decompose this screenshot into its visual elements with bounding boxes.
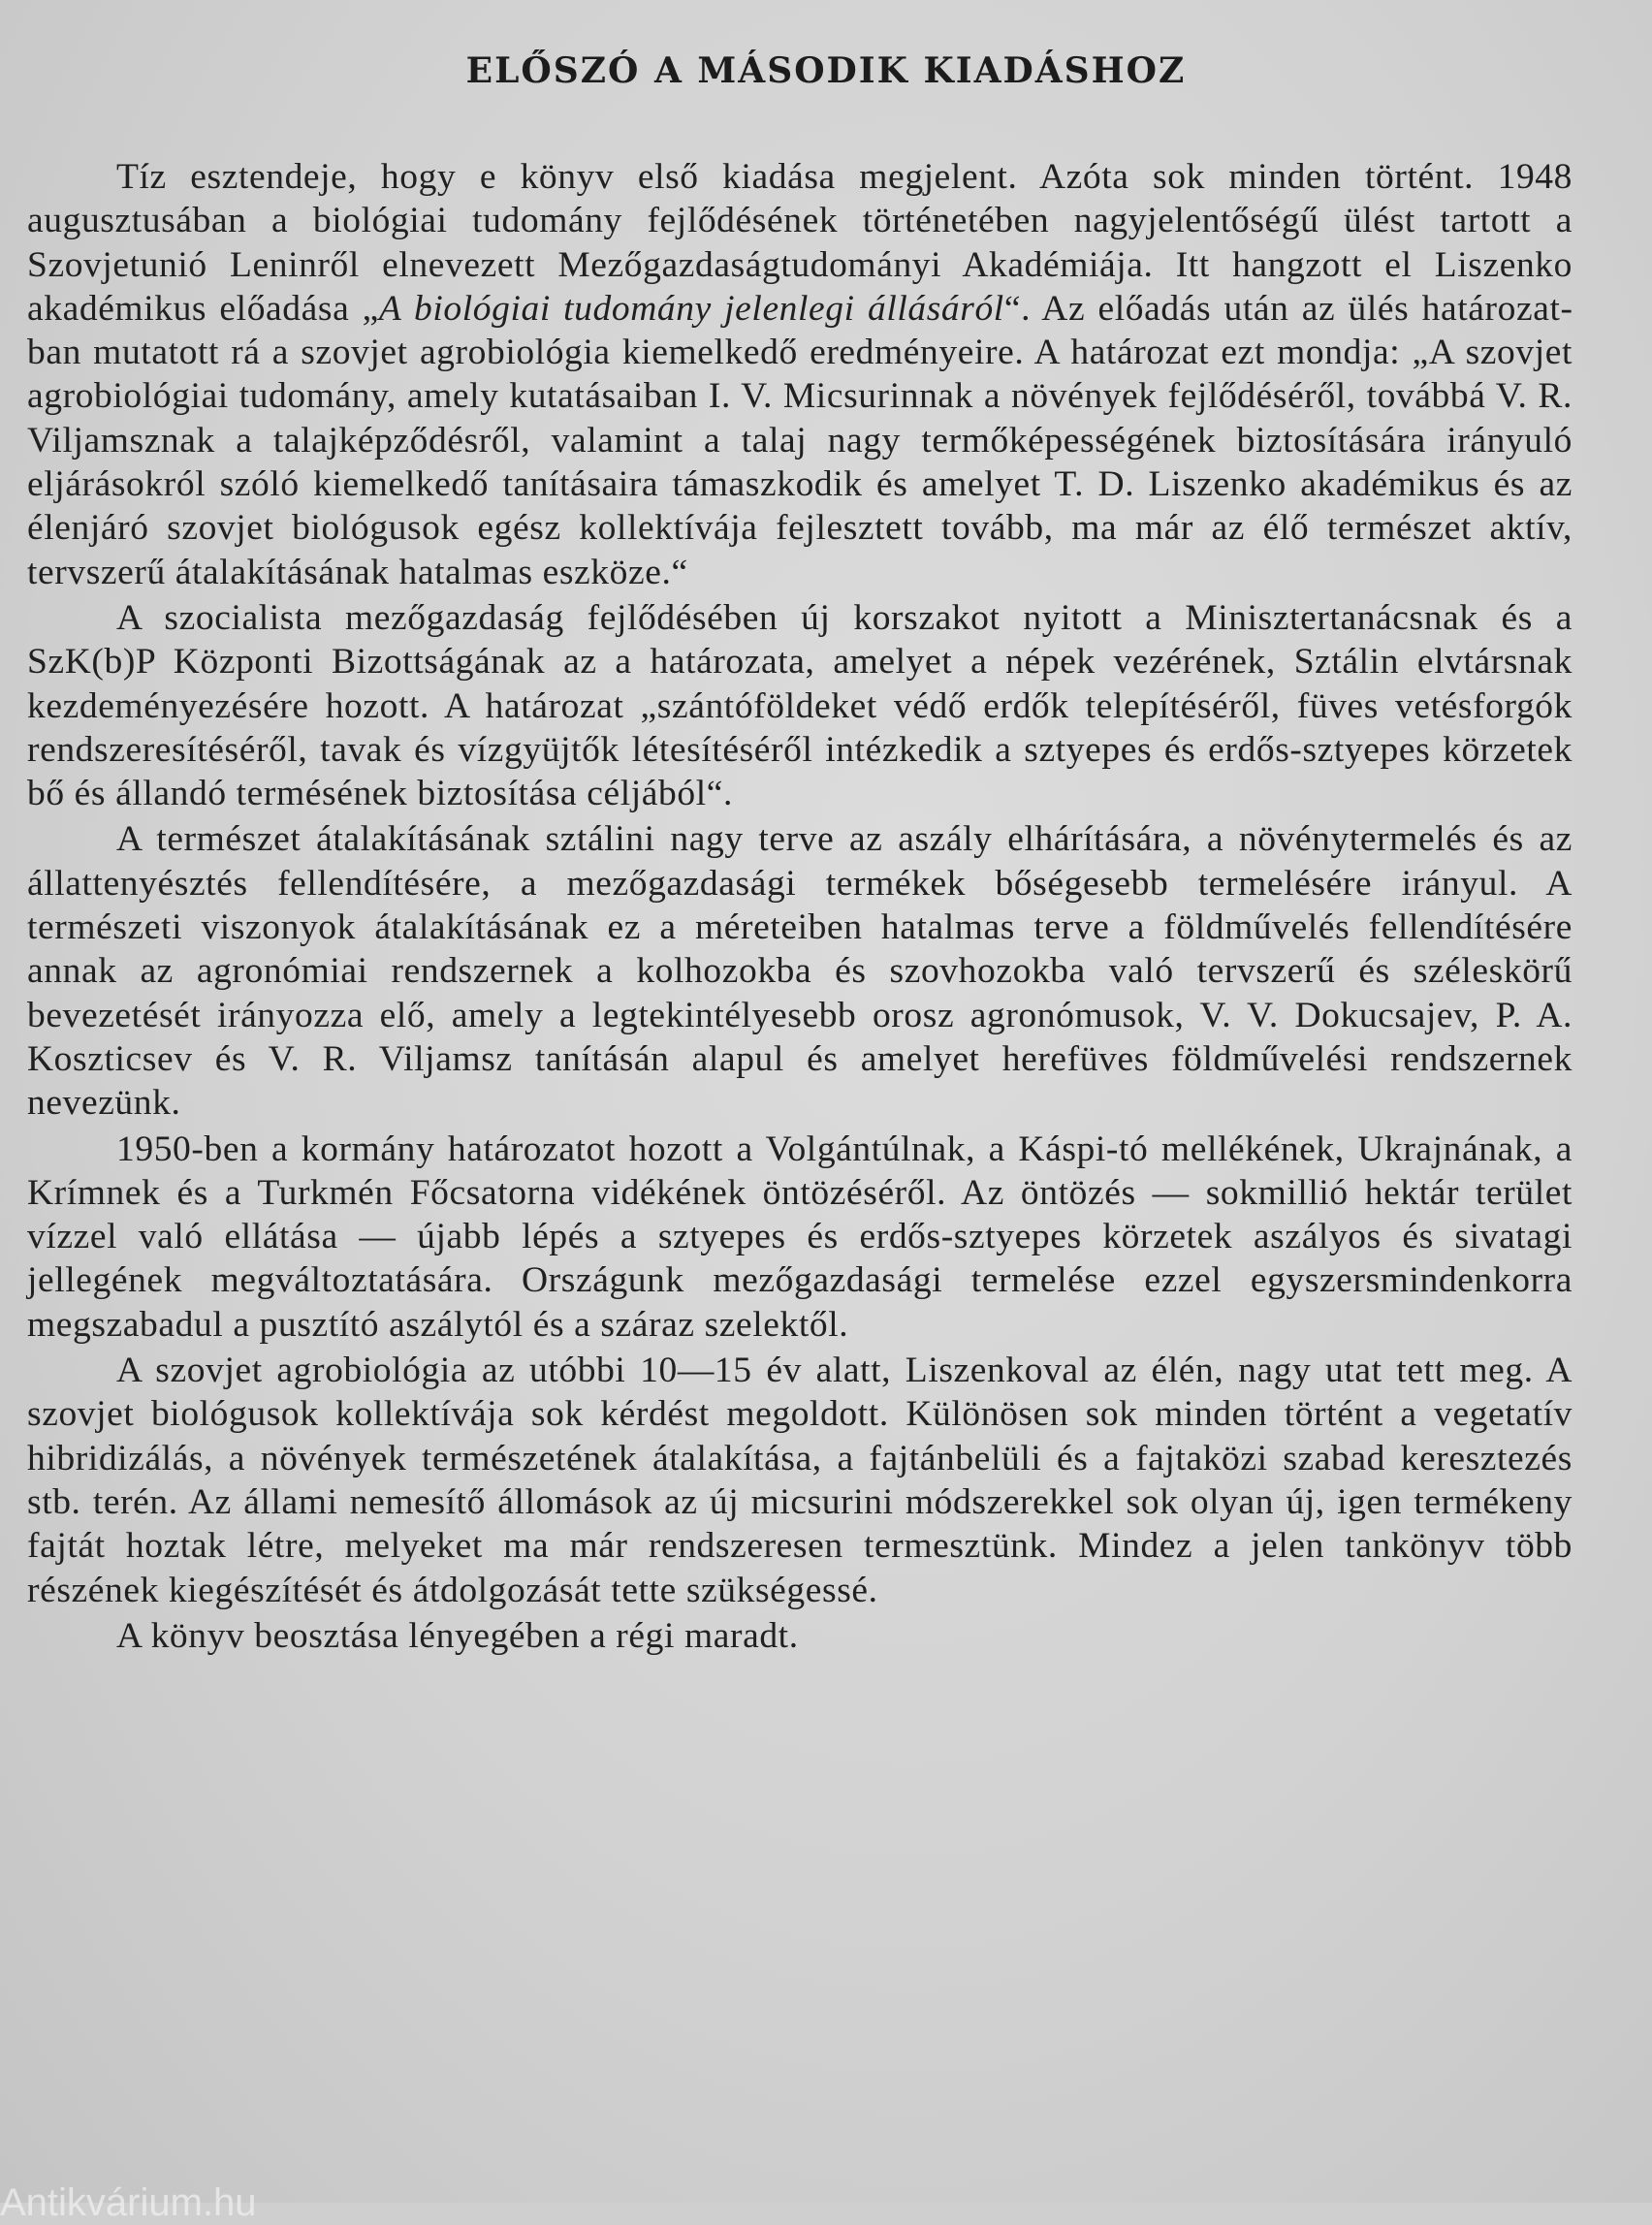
watermark: Antikvárium.hu (0, 2181, 257, 2224)
paragraph-4: 1950-ben a kormány határozatot hozott a Volgántúlnak, a Káspi-tó mellékének, Ukrajnának, a Krímnek és a Turkmén Főcsatorna vidékének öntözéséről. Az öntözés — sokmillió hektár terület vízzel való ellátása — újabb lépés a sztyepes és erdős-sztyepes körzetek aszályos és sivatagi jellegének megváltoztatására. Országunk mezőgazdasági termelése ezzel egyszersmindenkorra megszabadul a pusztító aszálytól és a száraz szelektől. (27, 1128, 1573, 1345)
page-title: ELŐSZÓ A MÁSODIK KIADÁSHOZ (465, 50, 1187, 91)
paragraph-6: A könyv beosztása lényegében a régi maradt. (116, 1615, 799, 1656)
lecture-title: A biológiai tudomány jelenlegi állásáról (378, 288, 1004, 329)
paragraph-1-after: “. Az előadás után az ülés határozatban mutatott rá a szovjet agrobiológia kiemelkedő eredményeire. A határozat ezt mondja: „A szovjet agrobiológiai tudomány, amely kutatásaiban I. V. Micsurinnak a növények fejlődéséről, továbbá V. R. Viljamsznak a talajképződésről, valamint a talaj nagy termőképességének biztosítására irányuló eljárásokról szóló kiemelkedő tanításaira támaszkodik és amelyet T. D. Liszenko akadémikus és az élenjáró szovjet biológusok egész kollektívája fejlesztett tovább, ma már az élő természet aktív, tervszerű átalakításának hatalmas eszköze.“ (27, 288, 1573, 592)
paragraph-5: A szovjet agrobiológia az utóbbi 10—15 év alatt, Liszenkoval az élén, nagy utat tett meg. A szovjet biológusok kollektívája sok kérdést megoldott. Különösen sok minden történt a vegetatív hibridizálás, a növények természetének átalakítása, a fajtánbelüli és a fajtaközi szabad keresztezés stb. terén. Az állami nemesítő állomások az új micsurini módszerekkel sok olyan új, igen termékeny fajtát hoztak létre, melyeket ma már rendszeresen termesztünk. Mindez a jelen tankönyv több részének kiegészítését és átdolgozását tette szükségessé. (27, 1351, 1573, 1610)
paragraph-1-before: Tíz esztendeje, hogy e könyv első kiadása megjelent. Azóta sok minden történt. 1948 augusztusában a biológiai tudomány fejlődésének történetében nagyjelentőségű ülést tartott a Szovjetunió Leninről elnevezett Mezőgazdaságtudományi Akadémiája. Itt hangzott el Liszenko akadémikus előadása „ (27, 157, 1573, 329)
body-text (27, 155, 1573, 1658)
paragraph-3: A természet átalakításának sztálini nagy terve az aszály elhárítására, a növénytermelés és az állattenyésztés fellendítésére, a mezőgazdasági termékek bőségesebb termelésére irányul. A természeti viszonyok átalakításának ez a méreteiben hatalmas terve a földművelés fellendítésére annak az agronómiai rendszernek a kolhozokba és szovhozokba való tervszerű és széleskörű bevezetését irányozza elő, amely a legtekintélyesebb orosz agronómusok, V. V. Dokucsajev, P. A. Koszticsev és V. R. Viljamsz tanításán alapul és amelyet herefüves földművelési rendszernek nevezünk. (27, 819, 1573, 1124)
paragraph-2: A szocialista mezőgazdaság fejlődésében új korszakot nyitott a Minisztertanácsnak és a SzK(b)P Központi Bizottságának az a határozata, amelyet a népek vezérének, Sztálin elvtársnak kezdeményezésére hozott. A határozat „szántóföldeket védő erdők telepítéséről, füves vetésforgók rendszeresítéséről, tavak és vízgyüjtők létesítéséről intézkedik a sztyepes és erdős-sztyepes körzetek bő és állandó termésének biztosítása céljából“. (27, 597, 1573, 814)
paragraph-1 (27, 155, 1573, 594)
